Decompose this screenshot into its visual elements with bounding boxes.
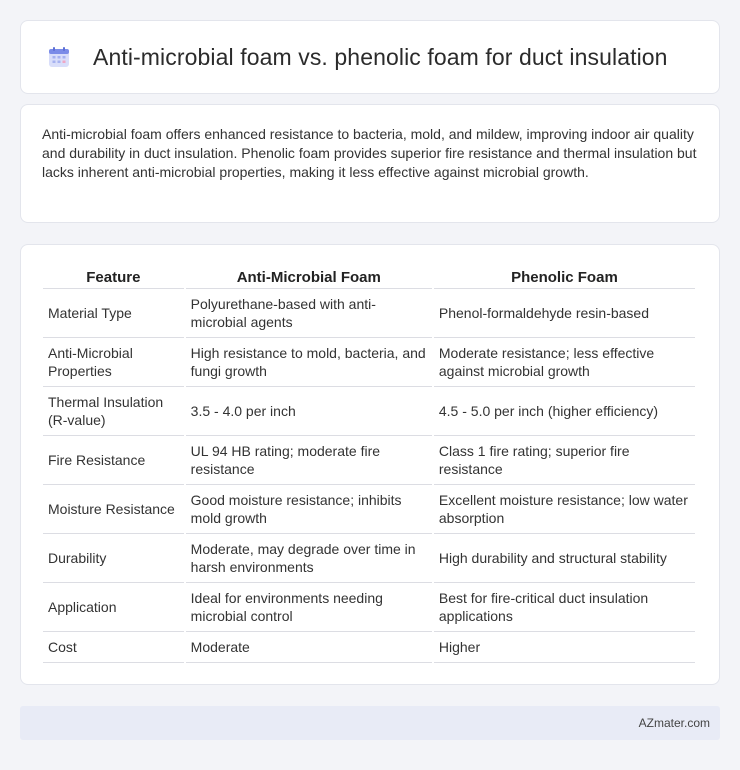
row-feature: Fire Resistance (43, 436, 184, 485)
row-phenolic-value: High durability and structural stability (434, 534, 695, 583)
row-anti-microbial-value: Ideal for environments needing microbial control (186, 583, 432, 632)
row-anti-microbial-value: High resistance to mold, bacteria, and fungi growth (186, 338, 432, 387)
title-card (20, 20, 720, 94)
row-feature: Durability (43, 534, 184, 583)
footer (20, 706, 720, 740)
row-anti-microbial-value: UL 94 HB rating; moderate fire resistance (186, 436, 432, 485)
row-feature: Application (43, 583, 184, 632)
row-anti-microbial-value: Good moisture resistance; inhibits mold growth (186, 485, 432, 534)
table-row (43, 436, 695, 485)
row-phenolic-value: Excellent moisture resistance; low water absorption (434, 485, 695, 534)
table-row (43, 338, 695, 387)
row-anti-microbial-value: Polyurethane-based with anti-microbial agents (186, 289, 432, 338)
row-phenolic-value: Higher (434, 632, 695, 663)
table-row (43, 289, 695, 338)
row-phenolic-value: Best for fire-critical duct insulation applications (434, 583, 695, 632)
row-feature: Cost (43, 632, 184, 663)
table-row (43, 485, 695, 534)
table-header-row (43, 265, 695, 289)
row-phenolic-value: Moderate resistance; less effective against microbial growth (434, 338, 695, 387)
row-feature: Anti-Microbial Properties (43, 338, 184, 387)
header-phenolic-foam: Phenolic Foam (434, 265, 695, 289)
table-row (43, 583, 695, 632)
page-title: Anti-microbial foam vs. phenolic foam for duct insulation (93, 43, 668, 70)
row-anti-microbial-value: Moderate, may degrade over time in harsh environments (186, 534, 432, 583)
summary-text: Anti-microbial foam offers enhanced resistance to bacteria, mold, and mildew, improving indoor air quality and durability in duct insulation. Phenolic foam provides superior fire resistance and thermal insulation but lacks inherent anti-microbial properties, making it less effective against microbial growth. (42, 126, 697, 180)
header-feature: Feature (43, 265, 184, 289)
row-anti-microbial-value: Moderate (186, 632, 432, 663)
footer-brand: AZmater.com (638, 716, 710, 730)
row-phenolic-value: Class 1 fire rating; superior fire resistance (434, 436, 695, 485)
calendar-icon (47, 45, 71, 69)
row-phenolic-value: Phenol-formaldehyde resin-based (434, 289, 695, 338)
comparison-table-card (20, 244, 720, 685)
header-anti-microbial-foam: Anti-Microbial Foam (186, 265, 432, 289)
row-feature: Material Type (43, 289, 184, 338)
row-phenolic-value: 4.5 - 5.0 per inch (higher efficiency) (434, 387, 695, 436)
table-row (43, 632, 695, 663)
comparison-table (41, 265, 697, 663)
table-row (43, 534, 695, 583)
row-feature: Thermal Insulation (R-value) (43, 387, 184, 436)
table-row (43, 387, 695, 436)
row-anti-microbial-value: 3.5 - 4.0 per inch (186, 387, 432, 436)
row-feature: Moisture Resistance (43, 485, 184, 534)
summary-card (20, 104, 720, 223)
